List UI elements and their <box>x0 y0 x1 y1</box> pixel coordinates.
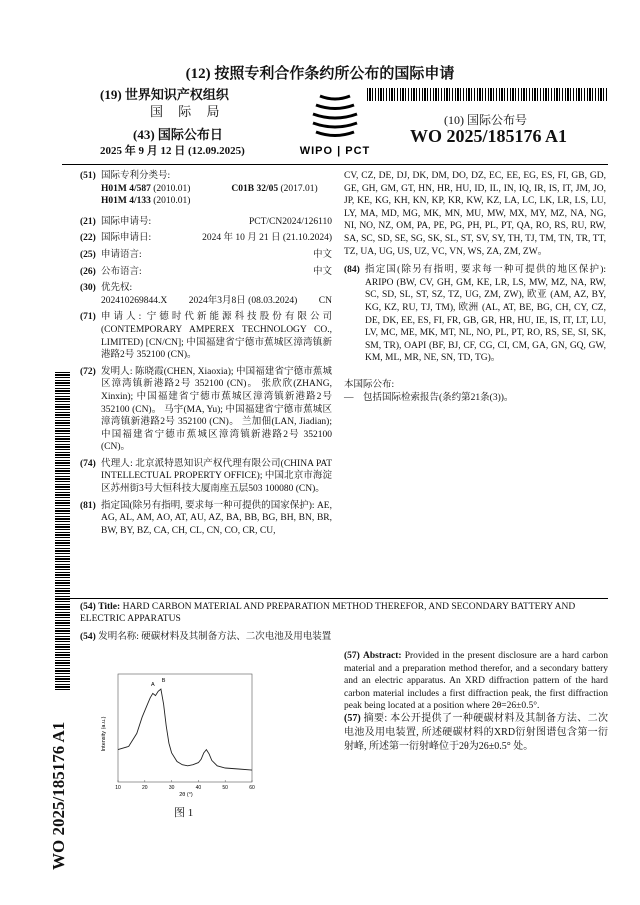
peak-annotation: A <box>151 682 155 689</box>
bibliographic-right-column <box>344 170 606 404</box>
side-publication-number: WO 2025/185176 A1 <box>49 721 68 870</box>
field-72-inventors: (72) 发明人: 陈晓霞(CHEN, Xiaoxia); 中国福建省宁德市蕉城区漳湾镇新港路2号 352100 (CN)。 张欣欣(ZHANG, Xinxin); 中国福建省宁德市蕉城区漳湾镇新港路2号 352100 (CN)。 马宇(MA, Yu); 中国福建省宁德市蕉城区漳湾镇新港路2号 352100 (CN)。 兰加佃(LAN, Jiadian); 中国福建省宁德市蕉城区漳湾镇新港路2号 352100 (CN)。 <box>80 366 332 453</box>
published-label: 本国际公布: <box>344 379 395 390</box>
x-tick-label: 30 <box>168 785 175 791</box>
field-30-priority: (30) 优先权: 202410269844.X 2024年3月8日 (08.03.2024) CN <box>80 283 332 306</box>
field-26-publication-language: (26) 公布语言: 中文 <box>80 266 332 277</box>
x-tick-label: 40 <box>195 785 202 791</box>
published-item: — 包括国际检索报告(条约第21条(3))。 <box>344 392 514 403</box>
series-line-0 <box>118 689 252 770</box>
priority-app: 202410269844.X <box>101 295 168 306</box>
abstract-english: (57) Abstract: Provided in the present disclosure are a hard carbon material and a preparation method therefor, and a secondary battery and an electric apparatus. An XRD diffraction pattern of the hard carbon material includes a first diffraction peak, the first diffraction peak being located at a position where 2θ=26±0.5°. <box>344 651 608 711</box>
x-tick-label: 60 <box>249 785 255 791</box>
x-tick-label: 50 <box>222 785 228 791</box>
body-divider <box>62 598 608 599</box>
field-51-ipc: (51) 国际专利分类号: H01M 4/587 (2010.01) C01B 32/05 (2017.01) H01M 4/133 (2010.01) <box>80 170 332 208</box>
ipc-date: (2010.01) <box>153 183 191 194</box>
wipo-pct-logo-text: WIPO | PCT <box>299 145 371 157</box>
application-number: PCT/CN2024/126110 <box>248 216 332 227</box>
document-title: (12) 按照专利合作条约所公布的国际申请 <box>185 66 455 82</box>
wipo-logo <box>298 88 372 158</box>
field-81-designated-states: (81) 指定国(除另有指明, 要求每一种可提供的国家保护): AE, AG, AL, AM, AO, AT, AU, AZ, BA, BB, BG, BH, BN, BR, BW, BY, BZ, CA, CH, CL, CN, CO, CR, CU, <box>80 500 332 536</box>
x-tick-label: 10 <box>115 785 121 791</box>
side-barcode <box>55 372 70 690</box>
publication-barcode <box>367 88 607 101</box>
bureau-label: 国 际 局 <box>150 104 226 119</box>
header-divider <box>62 164 608 165</box>
ipc-date: (2017.01) <box>280 183 318 194</box>
x-axis-label: 2θ (°) <box>179 792 193 798</box>
abstract-chinese: (57) 摘要: 本公开提供了一种硬碳材料及其制备方法、二次电池及用电装置, 所述硬碳材料的XRD衍射图谱包含第一衍射峰, 所述第一衍射峰位于2θ为26±0.5° 处。 <box>344 713 609 752</box>
publication-number: WO 2025/185176 A1 <box>410 126 568 146</box>
title-chinese: (54) 发明名称: 硬碳材料及其制备方法、二次电池及用电装置 <box>80 632 332 642</box>
priority-date: 2024年3月8日 (08.03.2024) <box>188 295 298 306</box>
y-axis-label: Intensity (a.u.) <box>101 716 107 752</box>
publication-date: 2025 年 9 月 12 日 (12.09.2025) <box>100 145 245 157</box>
field-74-agent: (74) 代理人: 北京派特恩知识产权代理有限公司(CHINA PAT INTELLECTUAL PROPERTY OFFICE); 中国北京市海淀区苏州街3号大恒科技大厦南座五层503 100080 (CN)。 <box>80 458 332 495</box>
field-71-applicant: (71) 申请人: 宁德时代新能源科技股份有限公司 (CONTEMPORARY AMPEREX TECHNOLOGY CO., LIMITED) [CN/CN]; 中国福建省宁德市蕉城区漳湾镇新港路2号 352100 (CN)。 <box>80 312 332 361</box>
filing-date: 2024 年 10 月 21 日 (21.10.2024) <box>202 233 332 244</box>
field-84-regional-designations: (84) 指定国(除另有指明, 要求每一种可提供的地区保护): ARIPO (BW, CV, GH, GM, KE, LR, LS, MW, MZ, NA, RW, SC, SD, SL, ST, SZ, TZ, UG, ZM, ZW), 欧亚 (AM, AZ, BY, KG, KZ, RU, TJ, TM), 欧洲 (AL, AT, BE, BG, CH, CY, CZ, DE, DK, EE, ES, FI, FR, GB, GR, HR, HU, IE, IS, IT, LT, LU, LV, MC, ME, MK, MT, NL, NO, PL, PT, RO, RS, SE, SI, SK, SM, TR), OAPI (BF, BJ, CF, CG, CI, CM, GA, GN, GQ, GW, KM, ML, MR, NE, SN, TD, TG)。 <box>344 265 606 364</box>
ipc-code: C01B 32/05 <box>231 183 279 194</box>
field-25-filing-language: (25) 申请语言: 中文 <box>80 249 332 260</box>
field-22-filing-date: (22) 国际申请日: 2024 年 10 月 21 日 (21.10.2024) <box>80 233 332 244</box>
priority-country: CN <box>318 295 332 306</box>
bibliographic-left-column <box>80 170 332 541</box>
designated-states-continued: CV, CZ, DE, DJ, DK, DM, DO, DZ, EC, EE, EG, ES, FI, GB, GD, GE, GH, GM, GT, HN, HR, HU, ID, IL, IN, IQ, IR, IS, IT, JM, JO, JP, KE, KG, KH, KN, KP, KR, KW, KZ, LA, LC, LK, LR, LS, LU, LY, MA, MD, MG, MK, MN, MU, MW, MX, MY, MZ, NA, NG, NI, NO, NZ, OM, PA, PE, PG, PH, PL, PT, QA, RO, RS, RU, RW, SA, SC, SD, SE, SG, SK, SL, ST, SV, SY, TH, TJ, TM, TN, TR, TT, TZ, UA, UG, US, UZ, VC, VN, WS, ZA, ZM, ZW。 <box>344 171 606 257</box>
ipc-code: H01M 4/587 <box>101 183 151 194</box>
title-english: (54) Title: HARD CARBON MATERIAL AND PREPARATION METHOD THEREFOR, AND SECONDARY BATTERY AND ELECTRIC APPARATUS <box>80 602 576 624</box>
publication-number-label: (10) 国际公布号 <box>444 113 527 127</box>
x-tick-label: 20 <box>142 785 148 791</box>
figure-caption: 图 1 <box>174 807 194 819</box>
ipc-code: H01M 4/133 <box>101 196 151 207</box>
peak-annotation: B <box>161 677 166 684</box>
xrd-pattern-figure <box>92 662 260 800</box>
organization-name: (19) 世界知识产权组织 <box>100 87 229 102</box>
publication-date-label: (43) 国际公布日 <box>133 127 223 142</box>
ipc-date: (2010.01) <box>153 196 191 207</box>
field-21-application-number: (21) 国际申请号: PCT/CN2024/126110 <box>80 216 332 227</box>
ipc-label: 国际专利分类号: <box>101 171 171 181</box>
